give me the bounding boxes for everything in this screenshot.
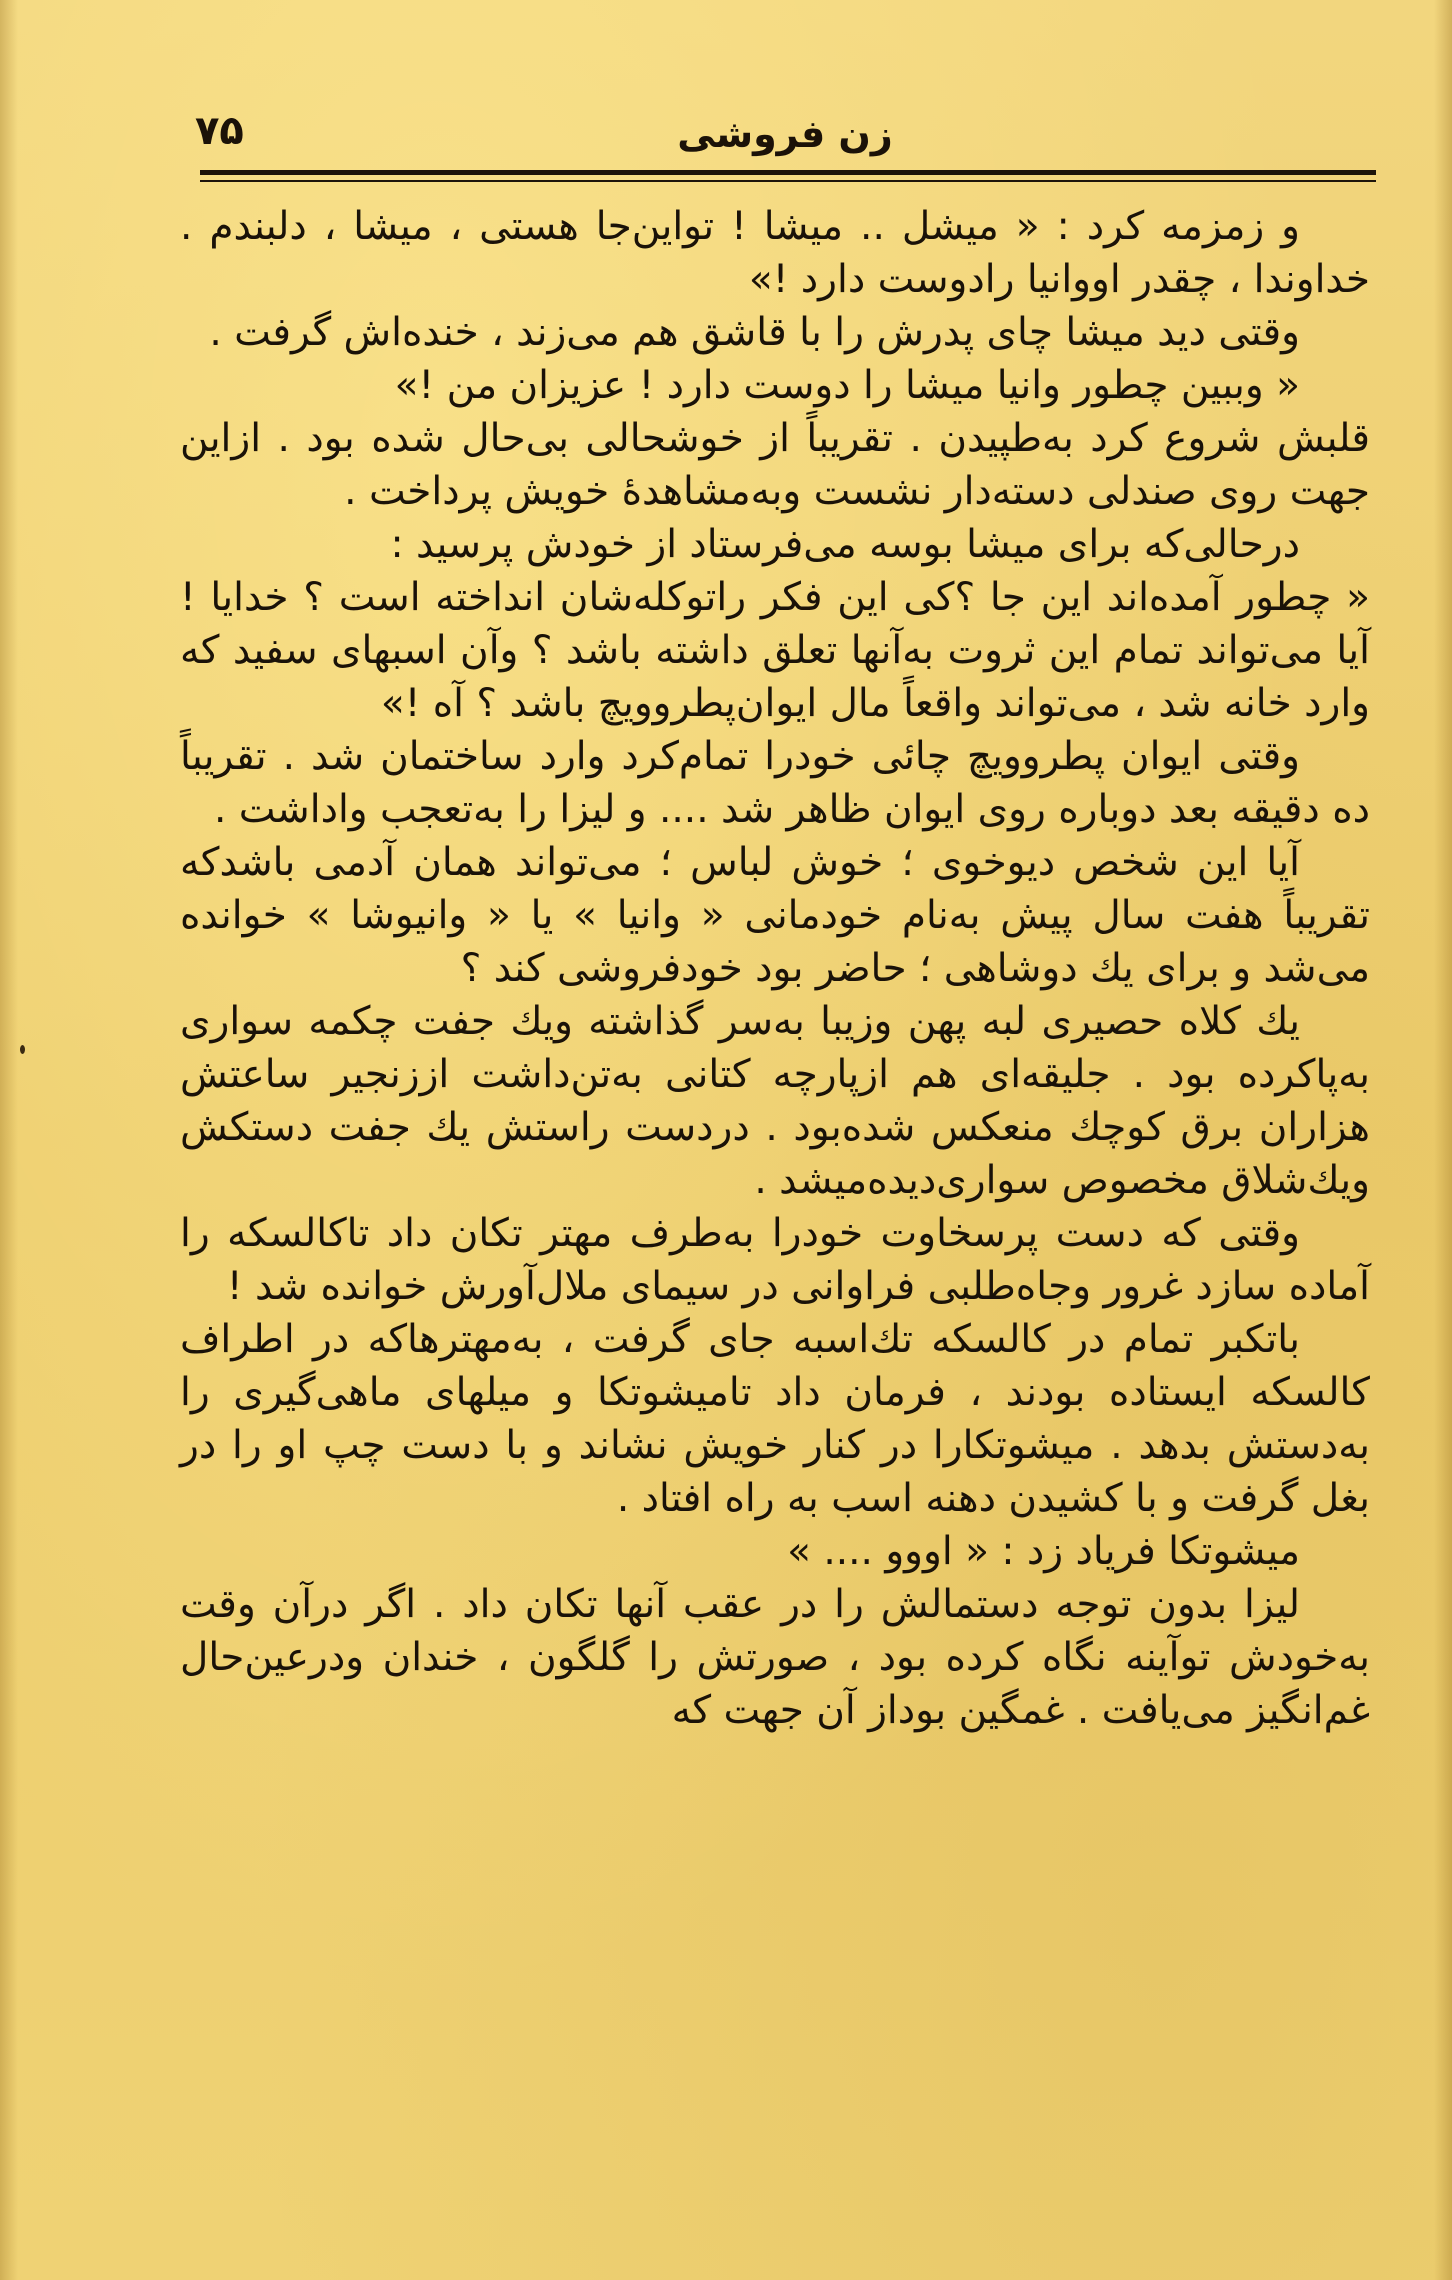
ink-speck: [20, 1045, 25, 1054]
paragraph: یك کلاه حصیری لبه پهن وزیبا به‌سر گذاشته ویك جفت چکمه سواری به‌پاکرده بود . جلیقه‌ای هم ازپارچه کتانی به‌تن‌داشت اززنجیر ساعتش هزاران برق کوچك منعکس شده‌بود . دردست راستش یك جفت دستکش ویك‌شلاق مخصوص سواری‌دیده‌میشد .: [180, 999, 1370, 1203]
header-rule-thick: [200, 170, 1376, 175]
paragraph: وقتی ایوان پطروویچ چائی خودرا تمام‌کرد وارد ساختمان شد . تقریباً ده دقیقه بعد دوباره روی ایوان ظاهر شد .... و لیزا را به‌تعجب واداشت .: [180, 734, 1370, 832]
paragraph: درحالی‌که برای میشا بوسه می‌فرستاد از خودش پرسید :: [390, 522, 1300, 567]
paragraph: قلبش شروع کرد به‌طپیدن . تقریباً از خوشحالی بی‌حال شده بود . ازاین جهت روی صندلی دسته‌دار نشست وبه‌مشاهدهٔ خویش پرداخت .: [180, 416, 1370, 514]
page-number: ۷۵: [195, 108, 244, 154]
paragraph: « وببین چطور وانیا میشا را دوست دارد ! عزیزان من !»: [394, 363, 1300, 408]
paragraph: آیا این شخص دیوخوی ؛ خوش لباس ؛ می‌تواند همان آدمی باشدکه تقریباً هفت سال پیش به‌نام خودمانی « وانیا » یا « وانیوشا » خوانده می‌شد و برای یك دوشاهی ؛ حاضر بود خودفروشی کند ؟: [180, 840, 1370, 991]
paragraph: و زمزمه کرد : « میشل .. میشا ! تواین‌جا هستی ، میشا ، دلبندم . خداوندا ، چقدر اووانیا رادوست دارد !»: [180, 204, 1370, 302]
paper-edge-left: [0, 0, 18, 2280]
paper-edge-right: [1434, 0, 1452, 2280]
paragraph: وقتی دید میشا چای پدرش را با قاشق هم می‌زند ، خنده‌اش گرفت .: [209, 310, 1300, 355]
paragraph: وقتی که دست پرسخاوت خودرا به‌طرف مهتر تکان داد تاکالسکه را آماده سازد غرور وجاه‌طلبی فراوانی در سیمای ملال‌آورش خوانده شد !: [180, 1211, 1370, 1309]
paragraph: لیزا بدون توجه دستمالش را در عقب آنها تکان داد . اگر درآن وقت به‌خودش توآینه نگاه کرده بود ، صورتش را گلگون ، خندان ودرعین‌حال غم‌انگیز می‌یافت . غمگین بوداز آن جهت که: [180, 1582, 1370, 1733]
header-rule-thin: [200, 180, 1376, 182]
paragraph: میشوتکا فریاد زد : « اووو .... »: [787, 1529, 1300, 1574]
page-header: [195, 108, 1375, 168]
paragraph: « چطور آمده‌اند این جا ؟کی این فکر راتوکله‌شان انداخته است ؟ خدایا ! آیا می‌تواند تمام این ثروت به‌آنها تعلق داشته باشد ؟ وآن اسبهای سفید که وارد خانه شد ، می‌تواند واقعاً مال ایوان‌پطروویچ باشد ؟ آه !»: [180, 575, 1370, 726]
paragraph: باتکبر تمام در کالسکه تك‌اسبه جای گرفت ، به‌مهترهاکه در اطراف کالسکه ایستاده بودند ، فرمان داد تامیشوتکا و میلهای ماهی‌گیری را به‌دستش بدهد . میشوتکارا در کنار خویش نشاند و با دست چپ او را در بغل گرفت و با کشیدن دهنه اسب به راه افتاد .: [180, 1317, 1370, 1521]
running-title: زن فروشی: [677, 112, 893, 156]
body-text: [180, 200, 1370, 2160]
